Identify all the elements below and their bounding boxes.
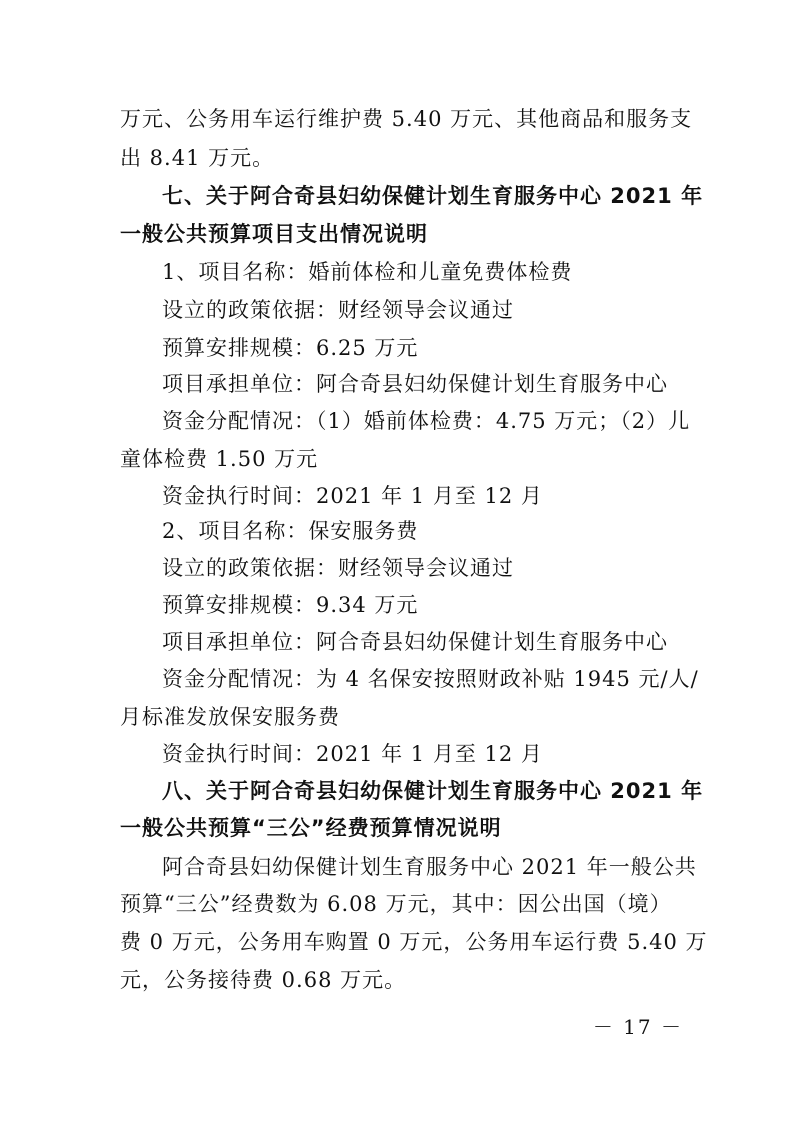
paragraph-line: 资金分配情况：为 4 名保安按照财政补贴 1945 元/人/ xyxy=(162,667,699,691)
paragraph-line: 阿合奇县妇幼保健计划生育服务中心 2021 年一般公共 xyxy=(162,855,697,879)
section-heading: 七、关于阿合奇县妇幼保健计划生育服务中心 2021 年 xyxy=(162,184,704,208)
paragraph-line: 元，公务接待费 0.68 万元。 xyxy=(120,968,407,992)
paragraph-line: 设立的政策依据：财经领导会议通过 xyxy=(162,298,514,322)
page-number: － 17 － xyxy=(592,1015,683,1039)
paragraph-line: 资金执行时间：2021 年 1 月至 12 月 xyxy=(162,484,543,508)
paragraph-line: 童体检费 1.50 万元 xyxy=(120,447,319,471)
paragraph-line: 出 8.41 万元。 xyxy=(120,146,275,170)
section-heading: 一般公共预算项目支出情况说明 xyxy=(120,222,428,246)
paragraph-line: 预算安排规模：6.25 万元 xyxy=(162,336,419,360)
section-heading: 八、关于阿合奇县妇幼保健计划生育服务中心 2021 年 xyxy=(162,779,704,803)
paragraph-line: 2、项目名称：保安服务费 xyxy=(162,519,419,543)
paragraph-line: 项目承担单位：阿合奇县妇幼保健计划生育服务中心 xyxy=(162,372,668,396)
paragraph-line: 资金分配情况：（1）婚前体检费：4.75 万元；（2）儿 xyxy=(162,409,691,433)
paragraph-line: 1、项目名称：婚前体检和儿童免费体检费 xyxy=(162,260,573,284)
paragraph-line: 费 0 万元，公务用车购置 0 万元，公务用车运行费 5.40 万 xyxy=(120,930,708,954)
paragraph-line: 资金执行时间：2021 年 1 月至 12 月 xyxy=(162,742,543,766)
section-heading: 一般公共预算“三公”经费预算情况说明 xyxy=(120,816,502,840)
paragraph-line: 月标准发放保安服务费 xyxy=(120,705,340,729)
paragraph-line: 预算“三公”经费数为 6.08 万元，其中：因公出国（境） xyxy=(120,892,672,916)
paragraph-line: 项目承担单位：阿合奇县妇幼保健计划生育服务中心 xyxy=(162,630,668,654)
paragraph-line: 设立的政策依据：财经领导会议通过 xyxy=(162,556,514,580)
paragraph-line: 万元、公务用车运行维护费 5.40 万元、其他商品和服务支 xyxy=(120,107,693,131)
paragraph-line: 预算安排规模：9.34 万元 xyxy=(162,593,419,617)
